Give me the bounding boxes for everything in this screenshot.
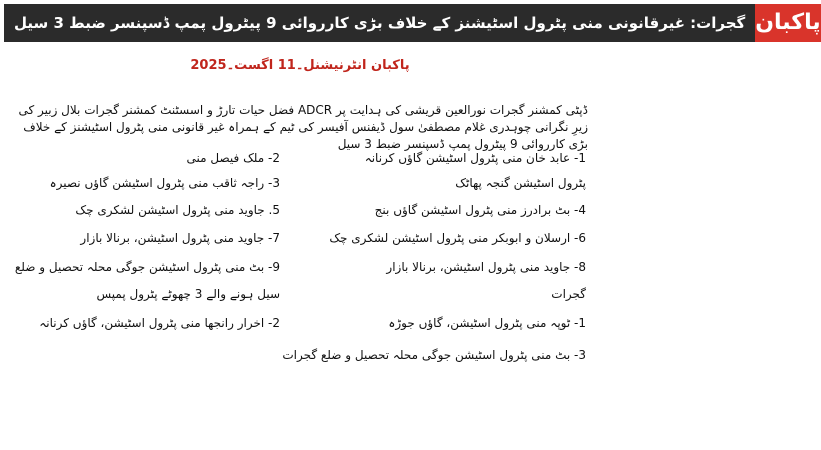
list-item: 3- بٹ منی پٹرول اسٹیشن جوگی محلہ تحصیل و ضلع گجرات (282, 348, 586, 362)
list-item: 7- جاوید منی پٹرول اسٹیشن، برنالا بازار (80, 231, 280, 245)
brand-logo: پاکبان (755, 4, 820, 42)
list-item: 5. جاوید منی پٹرول اسٹیشن لشکری چک (75, 203, 280, 217)
list-item: 9- بٹ منی پٹرول اسٹیشن جوگی محلہ تحصیل و ضلع (14, 260, 280, 274)
list-item: 1- ٹوپہ منی پٹرول اسٹیشن، گاؤں جوڑہ (388, 316, 586, 330)
list-item: 3- راجہ ثاقب منی پٹرول اسٹیشن گاؤں نصیرہ (49, 176, 280, 190)
list-item: 4- بٹ برادرز منی پٹرول اسٹیشن گاؤں بنج (374, 203, 586, 217)
intro-paragraph: ڈپٹی کمشنر گجرات نورالعین قریشی کی ہدایت پر ADCR فضل حیات تارڑ و اسسٹنٹ کمشنر گجرات بلال زبیر کی زیرِ نگرانی چوہدری غلام مصطفیٰ سول ڈیفنس آفیسر کی ٹیم کے ہمراہ غیر قانونی منی پٹرول اسٹیشنز کے خلاف بڑی کارروائی 9 پیٹرول پمپ ڈسپنسر ضبط 3 سیل (18, 103, 588, 151)
list-item: 2- ملک فیصل منی (186, 151, 280, 165)
station-list (0, 150, 600, 450)
list-item: 2- اخرار رانجھا منی پٹرول اسٹیشن، گاؤں کرنانہ (39, 316, 280, 330)
header-banner (4, 4, 821, 42)
dateline: پاکبان انٹرنیشنل۔11 اگست۔2025 (190, 58, 410, 73)
list-item: 1- عابد خان منی پٹرول اسٹیشن گاؤں کرنانہ (364, 151, 586, 165)
list-item: گجرات (551, 287, 586, 301)
list-item: سیل ہونے والے 3 چھوٹے پٹرول پمپس (96, 287, 280, 301)
headline: گجرات: غیرقانونی منی پٹرول اسٹیشنز کے خلاف بڑی کارروائی 9 پیٹرول پمپ ڈسپنسر ضبط 3 سیل (4, 4, 755, 42)
list-item: 6- ارسلان و ابوبکر منی پٹرول اسٹیشن لشکری چک (329, 231, 586, 245)
list-item: پٹرول اسٹیشن گنجہ پھاٹک (455, 176, 586, 190)
list-item: 8- جاوید منی پٹرول اسٹیشن، برنالا بازار (386, 260, 586, 274)
